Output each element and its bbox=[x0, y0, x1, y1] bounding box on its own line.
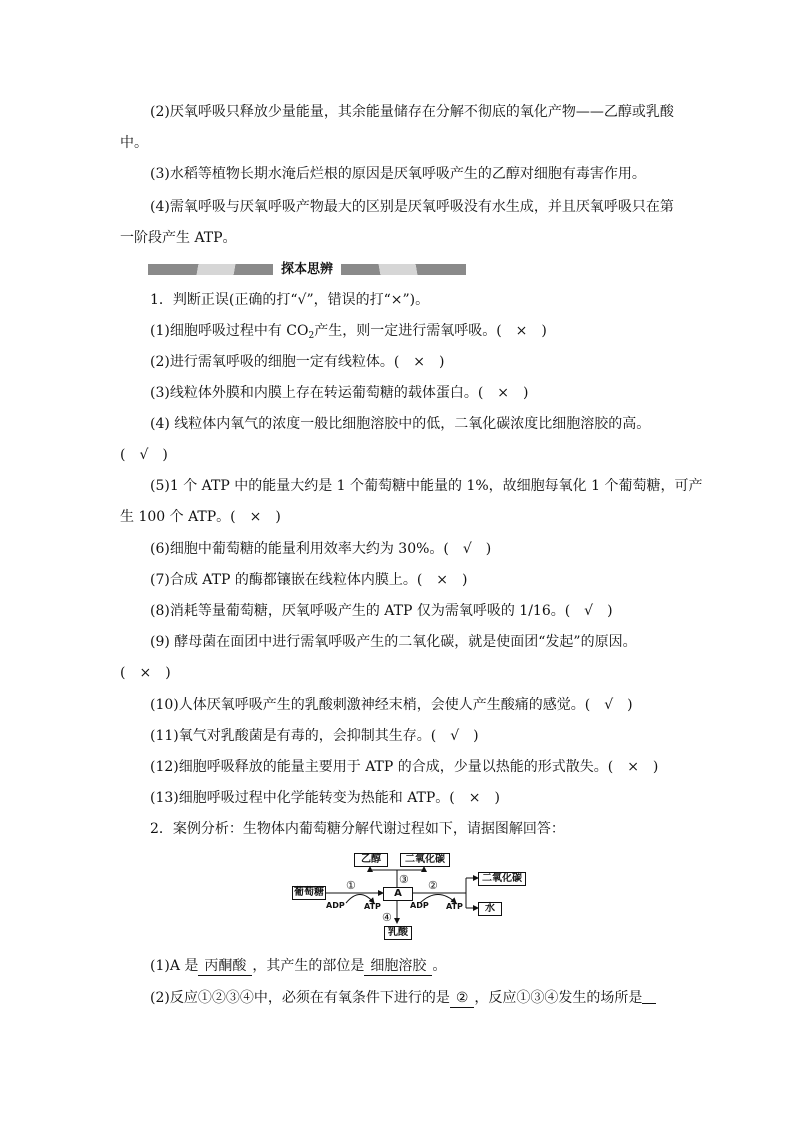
q1-item-4-line-2: ( √ ) bbox=[120, 447, 168, 463]
adp-label-2: ADP bbox=[410, 901, 429, 910]
answer-blank-site bbox=[642, 989, 656, 1004]
q1-item-7: (7)合成 ATP 的酶都镶嵌在线粒体内膜上。( × ) bbox=[150, 572, 468, 588]
q1-item-8: (8)消耗等量葡萄糖，厌氧呼吸产生的 ATP 仅为需氧呼吸的 1/16。( √ ) bbox=[150, 603, 613, 619]
q1-item-6: (6)细胞中葡萄糖的能量利用效率大约为 30%。( √ ) bbox=[150, 541, 492, 557]
q1-item-3: (3)线粒体外膜和内膜上存在转运葡萄糖的载体蛋白。( × ) bbox=[150, 385, 529, 401]
lactic-box: 乳酸 bbox=[384, 926, 412, 940]
atp-label-2: ATP bbox=[446, 902, 463, 911]
q1-item-5-line-1: (5)1 个 ATP 中的能量大约是 1 个葡萄糖中能量的 1%，故细胞每氧化 1 个葡萄糖，可产 bbox=[150, 478, 703, 494]
q1-item-9-line-2: ( × ) bbox=[120, 665, 171, 681]
step-3-label: ③ bbox=[399, 873, 409, 886]
para-4-line-2: 一阶段产生 ATP。 bbox=[120, 230, 237, 246]
q1-item-1: (1)细胞呼吸过程中有 $CO_2$产生，则一定进行需氧呼吸。( × ) bbox=[150, 323, 547, 341]
answer-blank-aerobic: ② bbox=[450, 989, 475, 1008]
pathway-diagram bbox=[290, 850, 530, 945]
q1-item-11: (11)氧气对乳酸菌是有毒的，会抑制其生存。( √ ) bbox=[150, 728, 479, 744]
q1-stem: 1．判断正误(正确的打“√”，错误的打“×”)。 bbox=[150, 292, 430, 308]
atp-label-1: ATP bbox=[364, 902, 381, 911]
water-box: 水 bbox=[478, 902, 502, 916]
q2-stem: 2．案例分析：生物体内葡萄糖分解代谢过程如下，请据图解回答： bbox=[150, 821, 565, 837]
q1-item-12: (12)细胞呼吸释放的能量主要用于 ATP 的合成，少量以热能的形式散失。( × ) bbox=[150, 759, 659, 775]
ethanol-box: 乙醇 bbox=[354, 853, 388, 867]
glucose-box: 葡萄糖 bbox=[294, 887, 324, 898]
q1-item-13: (13)细胞呼吸过程中化学能转变为热能和 ATP。( × ) bbox=[150, 790, 500, 806]
answer-blank-location: 细胞溶胶 bbox=[364, 957, 432, 976]
q1-item-4-line-1: (4) 线粒体内氧气的浓度一般比细胞溶胶中的低，二氧化碳浓度比细胞溶胶的高。 bbox=[150, 416, 651, 432]
step-2-label: ② bbox=[428, 879, 438, 892]
q1-item-10: (10)人体厌氧呼吸产生的乳酸刺激神经末梢，会使人产生酸痛的感觉。( √ ) bbox=[150, 697, 633, 713]
para-4-line-1: (4)需氧呼吸与厌氧呼吸产物最大的区别是厌氧呼吸没有水生成，并且厌氧呼吸只在第 bbox=[150, 199, 674, 215]
para-3: (3)水稻等植物长期水淹后烂根的原因是厌氧呼吸产生的乙醇对细胞有毒害作用。 bbox=[150, 166, 646, 182]
step-1-label: ① bbox=[346, 879, 356, 892]
answer-blank-a: 丙酮酸 bbox=[198, 957, 252, 976]
para-2-line-2: 中。 bbox=[120, 135, 148, 151]
co2-top-box: 二氧化碳 bbox=[400, 853, 450, 867]
para-2-line-1: (2)厌氧呼吸只释放少量能量，其余能量储存在分解不彻底的氧化产物——乙醇或乳酸 bbox=[150, 104, 674, 120]
a-box: A bbox=[383, 887, 413, 901]
section-banner bbox=[148, 262, 466, 277]
co2-right-box: 二氧化碳 bbox=[478, 872, 526, 886]
q2-answer-2: (2)反应①②③④中，必须在有氧条件下进行的是 ② ，反应①③④发生的场所是 bbox=[150, 989, 656, 1008]
step-4-label: ④ bbox=[382, 911, 392, 924]
q1-item-5-line-2: 生 100 个 ATP。( × ) bbox=[120, 509, 281, 525]
q1-item-9-line-1: (9) 酵母菌在面团中进行需氧呼吸产生的二氧化碳，就是使面团“发起”的原因。 bbox=[150, 634, 637, 650]
section-title: 探本思辨 bbox=[273, 262, 341, 277]
q2-answer-1: (1)A 是 丙酮酸 ，其产生的部位是 细胞溶胶 。 bbox=[150, 958, 447, 974]
adp-label-1: ADP bbox=[326, 901, 345, 910]
q1-item-2: (2)进行需氧呼吸的细胞一定有线粒体。( × ) bbox=[150, 354, 445, 370]
